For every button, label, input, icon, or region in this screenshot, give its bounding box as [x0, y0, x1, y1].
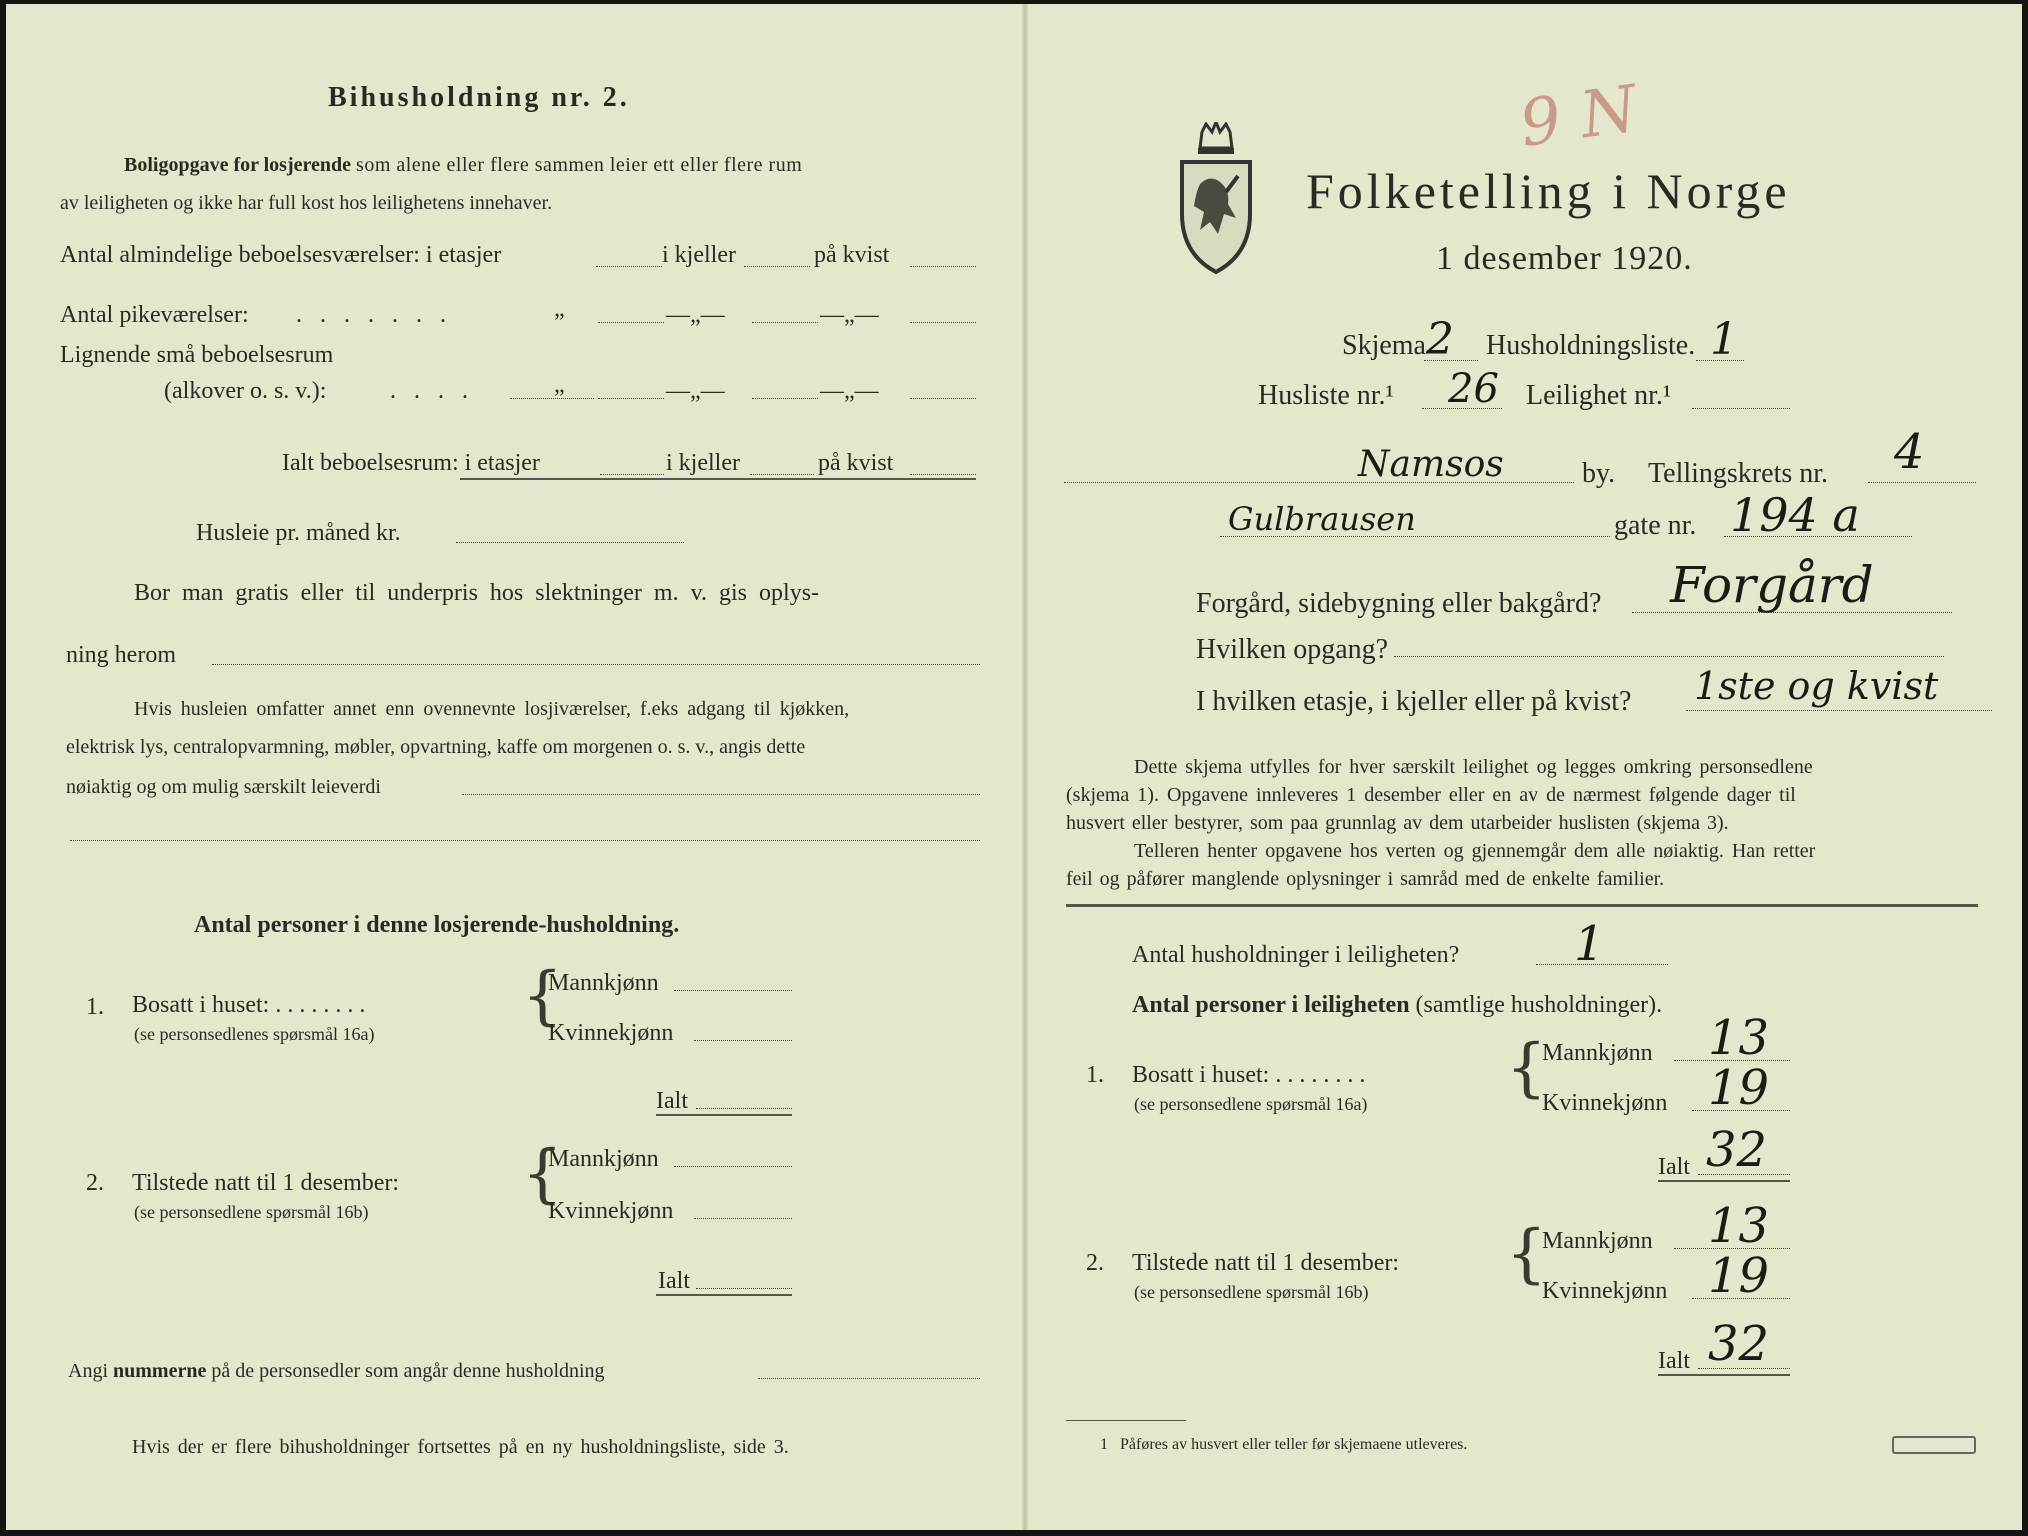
- husholdningsliste-label: Husholdningsliste.: [1486, 330, 1696, 361]
- left-q2-num: 2.: [86, 1170, 104, 1196]
- footnote-num: 1: [1100, 1436, 1108, 1453]
- left-q1-brace: {: [522, 959, 563, 1033]
- left-antal-title: Antal personer i denne losjerende-husholdning.: [194, 912, 680, 938]
- right-q2-ialt: Ialt: [1658, 1348, 1690, 1374]
- lignende-blank-4: [910, 398, 976, 399]
- left-q2-sub: (se personsedlene spørsmål 16b): [134, 1202, 369, 1222]
- leilighet-blank: [1692, 408, 1790, 409]
- antal-pers-line: [1132, 992, 1662, 1019]
- husliste-blank: [1422, 408, 1502, 409]
- right-q2-ialt-underline: [1658, 1374, 1790, 1376]
- info-line4: Telleren henter opgavene hos verten og gjennemgår dem alle nøiaktig. Han retter: [1134, 840, 1816, 862]
- rooms-kjeller-blank: [744, 266, 810, 267]
- intro-bold: Boligopgave for losjerende: [124, 154, 352, 176]
- left-q2-ialt-underline: [656, 1294, 792, 1296]
- right-q1-ialt: Ialt: [1658, 1154, 1690, 1180]
- right-q1-sub: (se personsedlene spørsmål 16a): [1134, 1094, 1368, 1114]
- left-q2-ialt: Ialt: [658, 1268, 690, 1294]
- left-q1-kvinne: Kvinnekjønn: [548, 1020, 674, 1046]
- skjema-blank: [1424, 360, 1478, 361]
- left-q1-ialt: Ialt: [656, 1088, 688, 1114]
- forgard-value: Forgård: [1670, 556, 1874, 614]
- ialt-rooms-label: Ialt beboelsesrum: i etasjer: [282, 450, 540, 476]
- tellingskrets-blank: [1868, 482, 1976, 483]
- husholdningsliste-value: 1: [1710, 314, 1738, 365]
- lignende-ditto-dash-2: —„—: [820, 378, 879, 404]
- page-fold: [1022, 4, 1028, 1530]
- left-q2-mann-blank: [674, 1166, 792, 1167]
- antal-pers-bold: Antal personer i leiligheten: [1132, 992, 1410, 1018]
- antal-hush-value: 1: [1574, 916, 1605, 972]
- tellingskrets-value: 4: [1894, 424, 1925, 480]
- ialt-rooms-underline: [460, 478, 976, 480]
- street-blank: [1220, 536, 1610, 537]
- info-line2: (skjema 1). Opgavene innleveres 1 desember eller en av de nærmest følgende dager til: [1066, 784, 1796, 806]
- footnote: [1100, 1436, 1467, 1454]
- right-q1-mann: Mannkjønn: [1542, 1040, 1653, 1066]
- angi-part2: på de personsedler som angår denne husholdning: [211, 1360, 605, 1382]
- pike-blank-1: [598, 322, 664, 323]
- pike-blank-3: [910, 322, 976, 323]
- right-q1-brace: {: [1506, 1031, 1547, 1105]
- ialt-kvist-blank: [910, 474, 976, 475]
- info-divider: [1066, 904, 1978, 907]
- right-q2-mann: Mannkjønn: [1542, 1228, 1653, 1254]
- left-q2-kvinne-blank: [694, 1218, 792, 1219]
- hvis-line3: nøiaktig og om mulig særskilt leieverdi: [66, 776, 381, 798]
- forgard-label: Forgård, sidebygning eller bakgård?: [1196, 588, 1602, 619]
- gate-blank: [1724, 536, 1912, 537]
- pencil-mark: 9 N: [1515, 72, 1642, 162]
- rooms-etasjer-blank: [596, 266, 662, 267]
- ialt-kjeller-blank: [750, 474, 814, 475]
- forgard-blank: [1632, 612, 1952, 613]
- pike-dots: . . . . . . .: [296, 302, 452, 328]
- lignende-dots: . . . .: [390, 378, 474, 404]
- etasje-label: I hvilken etasje, i kjeller eller på kvist?: [1196, 686, 1632, 717]
- left-q2-ialt-blank: [696, 1288, 792, 1289]
- right-q1-kvinne-value: 19: [1708, 1060, 1770, 1116]
- hvis-blank-2: [70, 840, 980, 841]
- right-q2-ialt-blank: [1698, 1368, 1790, 1369]
- right-q1-ialt-blank: [1698, 1174, 1790, 1175]
- left-intro-line1: [124, 154, 802, 177]
- pike-ditto-dash-2: —„—: [820, 302, 879, 328]
- footnote-text: Påføres av husvert eller teller før skjemaene utleveres.: [1120, 1436, 1468, 1453]
- left-q1-ialt-blank: [696, 1108, 792, 1109]
- husholdningsliste-blank: [1696, 360, 1744, 361]
- lignende-line1: Lignende små beboelsesrum: [60, 342, 334, 368]
- census-date: 1 desember 1920.: [1436, 240, 1693, 277]
- hvis-line1: Hvis husleien omfatter annet enn ovennevnte losjiværelser, f.eks adgang til kjøkken,: [134, 698, 850, 720]
- left-q2-label: Tilstede natt til 1 desember:: [132, 1170, 400, 1196]
- right-q2-num: 2.: [1086, 1250, 1104, 1276]
- footnote-rule: [1066, 1420, 1186, 1421]
- angi-bold: nummerne: [113, 1360, 207, 1382]
- right-q2-kvinne-blank: [1692, 1298, 1790, 1299]
- leilighet-label: Leilighet nr.¹: [1526, 380, 1672, 411]
- etasje-blank: [1686, 710, 1992, 711]
- etasje-value: 1ste og kvist: [1694, 664, 1939, 708]
- gate-label: gate nr.: [1614, 510, 1697, 541]
- husliste-label: Husliste nr.¹: [1258, 380, 1394, 411]
- ialt-paa-kvist: på kvist: [818, 450, 894, 476]
- info-line1: Dette skjema utfylles for hver særskilt leilighet og legges omkring personsedlene: [1134, 756, 1813, 778]
- pike-blank-2: [752, 322, 818, 323]
- pike-ditto: „: [554, 296, 565, 322]
- left-q1-label: Bosatt i huset: . . . . . . . .: [132, 992, 366, 1018]
- left-footer: Hvis der er flere bihusholdninger fortsettes på en ny husholdningsliste, side 3.: [132, 1436, 789, 1458]
- lignende-line2: (alkover o. s. v.):: [164, 378, 327, 404]
- right-q2-label: Tilstede natt til 1 desember:: [1132, 1250, 1400, 1276]
- antal-pers-rest: (samtlige husholdninger).: [1415, 992, 1663, 1018]
- left-q2-brace: {: [522, 1137, 563, 1211]
- ialt-etasjer-blank: [600, 474, 664, 475]
- husleie-label: Husleie pr. måned kr.: [196, 520, 401, 546]
- right-q2-kvinne: Kvinnekjønn: [1542, 1278, 1668, 1304]
- bor-blank: [212, 664, 980, 665]
- angi-blank: [758, 1378, 980, 1379]
- main-title: Folketelling i Norge: [1306, 163, 1791, 219]
- pike-label: Antal pikeværelser:: [60, 302, 249, 328]
- printer-stamp-icon: [1892, 1436, 1976, 1454]
- info-line3: husvert eller bestyrer, som paa grunnlag av dem utarbeider huslisten (skjema 3).: [1066, 812, 1729, 834]
- angi-part1: Angi: [68, 1360, 108, 1382]
- rooms-label: Antal almindelige beboelsesværelser: i etasjer: [60, 242, 502, 268]
- intro-rest: som alene eller flere sammen leier ett eller flere rum: [356, 154, 803, 176]
- right-q2-mann-value: 13: [1708, 1198, 1770, 1254]
- right-q2-brace: {: [1506, 1217, 1547, 1291]
- opgang-blank: [1394, 656, 1944, 657]
- coat-of-arms-icon: [1176, 122, 1256, 276]
- tellingskrets-label: Tellingskrets nr.: [1648, 458, 1829, 489]
- gate-value: 194 a: [1730, 488, 1860, 542]
- left-q1-ialt-underline: [656, 1114, 792, 1116]
- street-value: Gulbrausen: [1228, 500, 1416, 538]
- left-q1-num: 1.: [86, 994, 104, 1020]
- right-q2-ialt-value: 32: [1708, 1316, 1770, 1372]
- husliste-value: 26: [1448, 366, 1499, 412]
- lignende-ditto: „: [554, 372, 565, 398]
- left-q1-mann: Mannkjønn: [548, 970, 659, 996]
- left-q1-mann-blank: [674, 990, 792, 991]
- right-q1-num: 1.: [1086, 1062, 1104, 1088]
- left-q1-kvinne-blank: [694, 1040, 792, 1041]
- antal-hush-blank: [1536, 964, 1668, 965]
- right-q2-sub: (se personsedlene spørsmål 16b): [1134, 1282, 1369, 1302]
- rooms-paa-kvist: på kvist: [814, 242, 890, 268]
- lignende-blank-3: [752, 398, 818, 399]
- angi-line: [68, 1360, 605, 1383]
- town-value: Namsos: [1358, 444, 1504, 485]
- town-blank: [1064, 482, 1574, 483]
- skjema-value: 2: [1426, 314, 1454, 365]
- right-q1-label: Bosatt i huset: . . . . . . . .: [1132, 1062, 1366, 1088]
- hvis-line2: elektrisk lys, centralopvarmning, møbler, opvartning, kaffe om morgenen o. s. v., angis dette: [66, 736, 806, 758]
- rooms-i-kjeller: i kjeller: [662, 242, 736, 268]
- antal-hush-label: Antal husholdninger i leiligheten?: [1132, 942, 1460, 968]
- skjema-label: Skjema: [1342, 330, 1426, 361]
- right-q2-kvinne-value: 19: [1708, 1248, 1770, 1304]
- left-q2-kvinne: Kvinnekjønn: [548, 1198, 674, 1224]
- lignende-blank-1: [510, 398, 594, 399]
- hvis-blank-1: [462, 794, 980, 795]
- lignende-ditto-dash-1: —„—: [666, 378, 725, 404]
- left-intro-line2: av leiligheten og ikke har full kost hos leilighetens innehaver.: [60, 192, 553, 214]
- left-q1-sub: (se personsedlenes spørsmål 16a): [134, 1024, 375, 1044]
- ialt-i-kjeller: i kjeller: [666, 450, 740, 476]
- info-line5: feil og påfører manglende oplysninger i samråd med de enkelte familier.: [1066, 868, 1665, 890]
- husleie-blank: [456, 542, 684, 543]
- right-q1-kvinne: Kvinnekjønn: [1542, 1090, 1668, 1116]
- left-q2-mann: Mannkjønn: [548, 1146, 659, 1172]
- census-form-sheet: [6, 4, 2022, 1530]
- lignende-blank-2: [598, 398, 664, 399]
- bor-line2: ning herom: [66, 642, 176, 668]
- right-q1-kvinne-blank: [1692, 1110, 1790, 1111]
- by-label: by.: [1582, 458, 1616, 489]
- bor-line1: Bor man gratis eller til underpris hos slektninger m. v. gis oplys-: [134, 580, 820, 606]
- opgang-label: Hvilken opgang?: [1196, 634, 1389, 665]
- right-q1-mann-value: 13: [1708, 1010, 1770, 1066]
- left-title: Bihusholdning nr. 2.: [328, 82, 630, 113]
- pike-ditto-dash-1: —„—: [666, 302, 725, 328]
- right-q1-ialt-value: 32: [1706, 1122, 1768, 1178]
- rooms-kvist-blank: [910, 266, 976, 267]
- right-q1-ialt-underline: [1658, 1180, 1790, 1182]
